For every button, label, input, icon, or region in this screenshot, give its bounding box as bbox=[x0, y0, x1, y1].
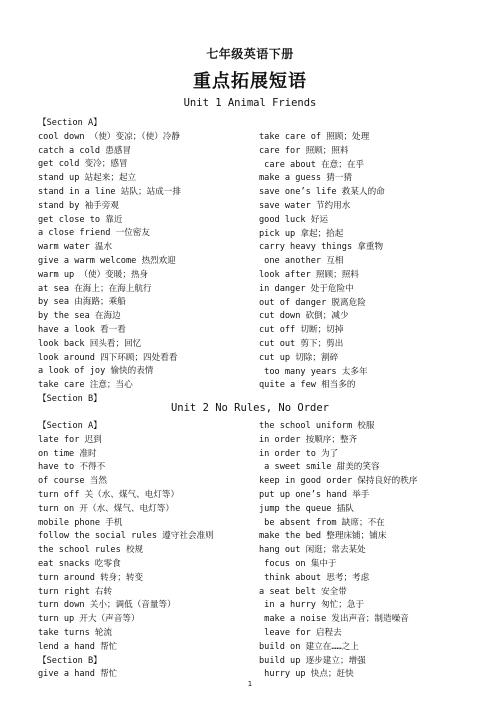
phrase-line: make a noise 发出声音；制造噪音 bbox=[259, 614, 409, 625]
phrase-line: in order to 为了 bbox=[259, 448, 339, 459]
phrase-line: jump the queue 插队 bbox=[259, 503, 354, 514]
phrase-line: mobile phone 手机 bbox=[38, 517, 123, 528]
phrase-line: turn around 转身；转变 bbox=[38, 572, 144, 583]
phrase-line: warm water 温水 bbox=[38, 242, 113, 253]
phrase-line: build up 逐步建立；增强 bbox=[259, 655, 366, 666]
phrase-line: of course 当然 bbox=[38, 476, 107, 487]
unit2-right-column bbox=[259, 420, 474, 682]
phrase-line: pick up 拿起；拾起 bbox=[259, 228, 344, 239]
phrase-line: focus on 集中于 bbox=[259, 558, 337, 569]
phrase-line: hang out 闲逛；常去某处 bbox=[259, 545, 366, 556]
phrase-line: turn off 关（水、煤气、电灯等） bbox=[38, 489, 180, 500]
phrase-line: 【Section B】 bbox=[38, 393, 102, 404]
phrase-line: by sea 由海路；乘船 bbox=[38, 297, 126, 308]
phrase-line: cut up 切除；割碎 bbox=[259, 352, 339, 363]
phrase-line: care for 照顾；照料 bbox=[259, 145, 349, 156]
phrase-line: the school uniform 校服 bbox=[259, 421, 375, 431]
phrase-line: cut down 砍倒；减少 bbox=[259, 311, 349, 322]
phrase-line: lend a hand 帮忙 bbox=[38, 641, 118, 652]
phrase-line: on time 准时 bbox=[38, 448, 97, 459]
phrase-line: leave for 启程去 bbox=[259, 627, 342, 638]
phrase-line: take care 注意；当心 bbox=[38, 380, 133, 391]
phrase-line: give a hand 帮忙 bbox=[38, 669, 118, 680]
phrase-line: catch a cold 患感冒 bbox=[38, 145, 132, 156]
phrase-line: make a guess 猜一猜 bbox=[259, 173, 353, 184]
phrase-line: turn right 右转 bbox=[38, 586, 113, 597]
phrase-line: at sea 在海上；在海上航行 bbox=[38, 283, 152, 294]
phrase-line: keep in good order 保持良好的秩序 bbox=[259, 476, 418, 487]
phrase-line: 【Section A】 bbox=[38, 421, 102, 431]
phrase-line: have a look 看一看 bbox=[38, 324, 126, 335]
phrase-line: follow the social rules 遵守社会准则 bbox=[38, 531, 214, 542]
phrase-line: a look of joy 愉快的表情 bbox=[38, 366, 154, 377]
phrase-line: a close friend 一位密友 bbox=[38, 228, 150, 239]
document-title: 重点拓展短语 bbox=[193, 71, 307, 92]
phrase-line: in danger 处于危险中 bbox=[259, 283, 354, 294]
phrase-line: put up one’s hand 举手 bbox=[259, 489, 370, 500]
phrase-line: hurry up 快点；赶快 bbox=[259, 669, 354, 680]
phrase-line: eat snacks 吃零食 bbox=[38, 558, 121, 569]
phrase-line: take turns 轮流 bbox=[38, 627, 113, 638]
phrase-line: a seat belt 安全带 bbox=[259, 586, 347, 597]
phrase-line: in a hurry 匆忙；急于 bbox=[259, 600, 365, 611]
unit1-title: Unit 1 Animal Friends bbox=[183, 97, 317, 109]
phrase-line: the school rules 校规 bbox=[38, 545, 144, 556]
phrase-line: cool down （使）变凉；（使）冷静 bbox=[38, 131, 180, 142]
phrase-line: look around 四下环顾；四处看看 bbox=[38, 352, 178, 363]
phrase-line: one another 互相 bbox=[259, 256, 344, 267]
phrase-line: 【Section B】 bbox=[38, 655, 102, 666]
unit2-left-column bbox=[38, 420, 253, 682]
phrase-line: take care of 照顾；处理 bbox=[259, 132, 370, 142]
phrase-line: 【Section A】 bbox=[38, 118, 102, 128]
unit2-title: Unit 2 No Rules, No Order bbox=[170, 402, 330, 414]
phrase-line: give a warm welcome 热烈欢迎 bbox=[38, 255, 176, 266]
phrase-line: out of danger 脱离危险 bbox=[259, 297, 366, 308]
phrase-line: stand in a line 站队；站成一排 bbox=[38, 186, 181, 197]
phrase-line: have to 不得不 bbox=[38, 462, 106, 473]
phrase-line: care about 在意；在乎 bbox=[259, 159, 365, 170]
unit1-left-column bbox=[38, 117, 253, 407]
unit1-right-column bbox=[259, 131, 474, 393]
phrase-line: too many years 太多年 bbox=[259, 366, 368, 377]
phrase-line: a sweet smile 甜美的笑容 bbox=[259, 462, 380, 473]
phrase-line: look back 回头看；回忆 bbox=[38, 338, 142, 349]
phrase-line: stand up 站起来；起立 bbox=[38, 173, 137, 184]
document-subtitle: 七年级英语下册 bbox=[206, 47, 294, 61]
phrase-line: make the bed 整理床铺；铺床 bbox=[259, 531, 387, 542]
phrase-line: get cold 变冷；感冒 bbox=[38, 159, 128, 170]
phrase-line: build on 建立在……之上 bbox=[259, 641, 359, 652]
phrase-line: in order 按顺序；整齐 bbox=[259, 434, 358, 445]
phrase-line: quite a few 相当多的 bbox=[259, 380, 356, 391]
phrase-line: save water 节约用水 bbox=[259, 200, 351, 211]
phrase-line: turn up 开大（声音等） bbox=[38, 614, 140, 625]
phrase-line: carry heavy things 拿重物 bbox=[259, 242, 384, 253]
phrase-line: turn down 关小；调低（音量等） bbox=[38, 600, 176, 611]
phrase-line: save one’s life 救某人的命 bbox=[259, 187, 385, 198]
phrase-line: get close to 靠近 bbox=[38, 214, 123, 225]
phrase-line: think about 思考；考虑 bbox=[259, 572, 370, 583]
phrase-line: stand by 袖手旁观 bbox=[38, 200, 119, 211]
phrase-line: be absent from 缺席；不在 bbox=[259, 517, 385, 528]
phrase-line: look after 照顾；照料 bbox=[259, 269, 359, 280]
phrase-line: good luck 好运 bbox=[259, 214, 328, 225]
page-number: 1 bbox=[247, 680, 253, 688]
phrase-line: by the sea 在海边 bbox=[38, 311, 121, 322]
phrase-line: cut out 剪下；剪出 bbox=[259, 338, 344, 349]
phrase-line: turn on 开（水、煤气、电灯等） bbox=[38, 503, 174, 514]
phrase-line: late for 迟到 bbox=[38, 434, 102, 445]
phrase-line: cut off 切断；切掉 bbox=[259, 325, 344, 336]
phrase-line: warm up （使）变暖；热身 bbox=[38, 269, 149, 280]
